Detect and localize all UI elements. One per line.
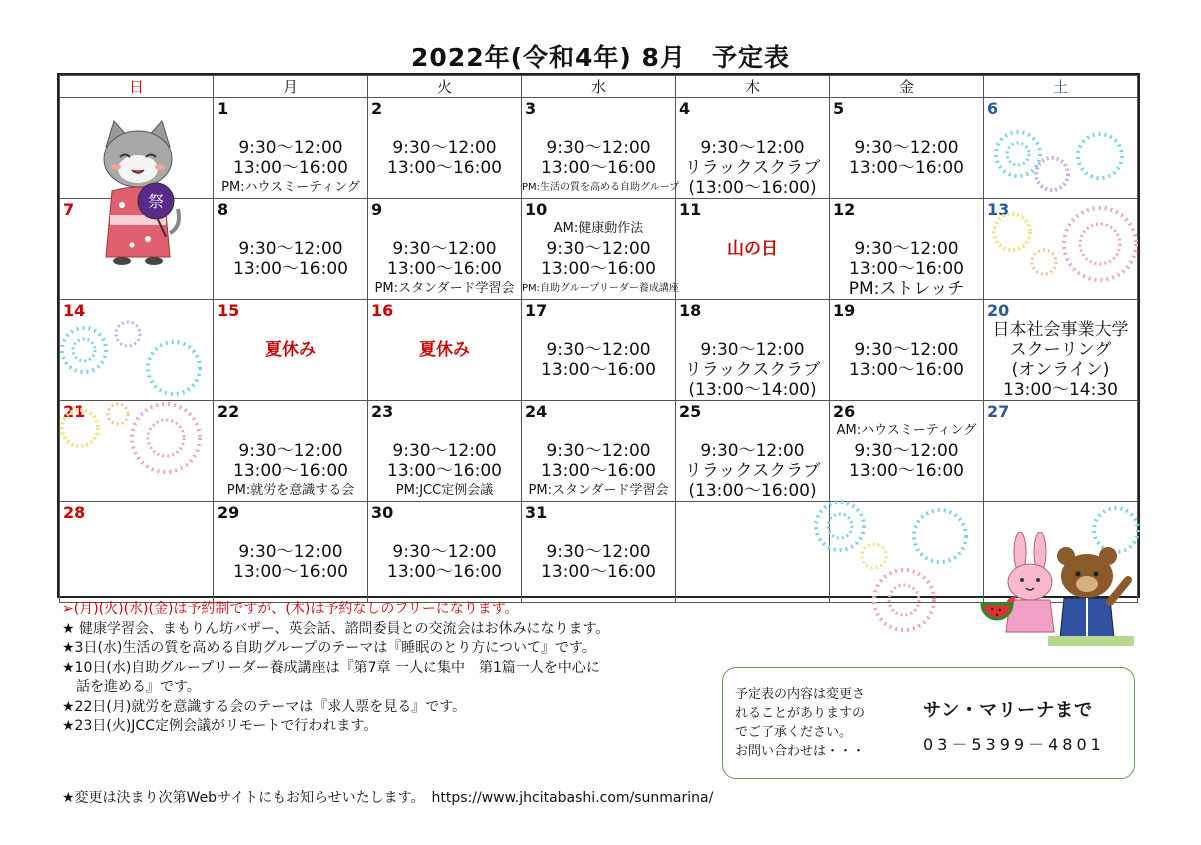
day-schedule [522,522,675,582]
schedule-line: 9:30～12:00 [392,542,497,562]
schedule-line: 13:00～16:00 [849,259,964,279]
calendar-day-cell [214,300,368,401]
day-number: 4 [679,99,691,118]
weekday-header: 木 [676,76,830,98]
day-schedule [830,421,983,481]
day-number: 26 [833,402,856,421]
schedule-line: 9:30～12:00 [700,340,805,360]
calendar-day-cell [830,98,984,199]
schedule-line: (13:00～14:00) [688,380,817,400]
day-number: 25 [679,402,702,421]
schedule-line: PM:自助グループリーダー養成講座 [522,283,679,294]
contact-notice [735,685,865,761]
schedule-line: 9:30～12:00 [238,138,343,158]
calendar-day-cell [522,300,676,401]
schedule-line: 9:30～12:00 [546,239,651,259]
day-number: 19 [833,301,856,320]
watermelon-icon [980,600,1014,626]
schedule-spacer [522,320,675,340]
day-schedule [676,320,829,400]
day-schedule [214,421,367,501]
contact-notice-line: 予定表の内容は変更さ [735,687,866,702]
schedule-line: 13:00～16:00 [387,461,502,481]
schedule-spacer [676,421,829,441]
schedule-line: 9:30～12:00 [392,239,497,259]
contact-notice-line: お問い合わせは・・・ [735,744,866,759]
day-number: 13 [987,200,1010,219]
day-schedule [984,320,1137,400]
schedule-line: スクーリング [1009,340,1112,360]
day-number: 3 [525,99,537,118]
schedule-line: 9:30～12:00 [700,441,805,461]
weekday-header: 土 [984,76,1138,98]
schedule-line: 13:00～16:00 [541,461,656,481]
day-schedule [676,118,829,198]
schedule-line: PM:スタンダード学習会 [528,483,669,498]
day-number: 18 [679,301,702,320]
schedule-line: 9:30～12:00 [854,340,959,360]
calendar-day-cell [60,502,214,603]
day-schedule [522,118,680,198]
schedule-line: AM:健康動作法 [553,221,644,236]
schedule-spacer [368,320,521,340]
schedule-line: 9:30～12:00 [854,138,959,158]
schedule-line: PM:ストレッチ [848,279,965,299]
calendar-day-cell [214,502,368,603]
schedule-spacer [830,219,983,239]
schedule-line: (オンライン) [1011,360,1110,380]
schedule-line: 13:00～16:00 [849,461,964,481]
schedule-line: PM:スタンダード学習会 [374,281,515,296]
svg-text:祭: 祭 [147,192,165,211]
schedule-line: 9:30～12:00 [546,542,651,562]
schedule-spacer [522,118,675,138]
schedule-line: PM:就労を意識する会 [226,483,355,498]
weekday-header: 日 [60,76,214,98]
schedule-line: 9:30～12:00 [700,138,805,158]
day-schedule [214,219,367,279]
cat-yukata-icon [92,115,184,267]
day-number: 1 [217,99,229,118]
schedule-spacer [676,219,829,239]
day-number: 31 [525,503,548,522]
calendar-day-cell [984,401,1138,502]
calendar-day-cell [214,401,368,502]
day-number: 2 [371,99,383,118]
calendar-day-cell [214,199,368,300]
day-number: 6 [987,99,999,118]
calendar-day-cell [522,502,676,603]
fireworks-icon [990,200,1138,286]
calendar-day-cell [368,300,522,401]
note-item: ★22日(月)就労を意識する会のテーマは『求人票を見る』です。 [62,698,467,715]
note-item: 話を進める』です。 [62,679,201,695]
schedule-line: 9:30～12:00 [546,138,651,158]
schedule-line: 9:30～12:00 [238,239,343,259]
schedule-line: 9:30～12:00 [238,441,343,461]
schedule-spacer [368,118,521,138]
calendar-day-cell [676,502,830,603]
schedule-line: 13:00～16:00 [387,158,502,178]
contact-notice-line: でご了承ください。 [735,725,853,740]
schedule-spacer [522,421,675,441]
notes-list [62,600,609,737]
calendar-day-cell [676,98,830,199]
schedule-line: 13:00～16:00 [233,259,348,279]
note-item: ★10日(水)自助グループリーダー養成講座は『第7章 一人に集中 第1篇一人を中心に [62,659,600,676]
day-schedule [214,118,367,198]
schedule-line: 13:00～16:00 [541,562,656,582]
day-schedule [368,118,521,178]
calendar-day-cell [984,300,1138,401]
fireworks-icon [58,400,208,478]
day-schedule [368,320,521,360]
day-number: 5 [833,99,845,118]
note-item: ➢(月)(火)(水)(金)は予約制ですが、(木)は予約なしのフリーになります。 [62,601,519,617]
note-item: ★ 健康学習会、まもりん坊バザー、英会話、諮問委員との交流会はお休みになります。 [62,620,610,637]
bear-icon [1048,542,1134,648]
calendar-day-cell [676,401,830,502]
day-schedule [214,522,367,582]
schedule-line: AM:ハウスミーティング [836,423,977,438]
calendar-day-cell [368,401,522,502]
calendar-day-cell [830,401,984,502]
weekday-header: 火 [368,76,522,98]
day-number: 29 [217,503,240,522]
day-schedule [368,522,521,582]
day-number: 30 [371,503,394,522]
schedule-line: PM:JCC定例会議 [395,483,494,498]
day-number: 14 [63,301,86,320]
calendar-week-row [60,98,1138,199]
schedule-spacer [676,118,829,138]
day-number: 7 [63,200,75,219]
schedule-line: (13:00～16:00) [688,178,817,198]
calendar-day-cell [676,300,830,401]
schedule-spacer [522,522,675,542]
day-number: 21 [63,402,86,421]
schedule-spacer [214,118,367,138]
calendar-day-cell [368,199,522,300]
calendar-day-cell [830,199,984,300]
day-number: 11 [679,200,702,219]
fireworks-icon [808,496,978,636]
schedule-spacer [214,219,367,239]
schedule-line: 13:00～16:00 [387,562,502,582]
footer-note: ★変更は決まり次第Webサイトにもお知らせいたします。 https://www.jhcitabashi.com/sunmarina/ [62,790,714,806]
day-number: 9 [371,200,383,219]
day-number: 24 [525,402,548,421]
calendar-day-cell [522,401,676,502]
schedule-line: 9:30～12:00 [546,340,651,360]
schedule-line: (13:00～16:00) [688,481,817,501]
day-schedule [522,219,679,299]
day-number: 28 [63,503,86,522]
contact-name: サン・マリーナまで [923,700,1094,721]
day-schedule [522,421,675,501]
note-item: ★3日(水)生活の質を高める自助グループのテーマは『睡眠のとり方について』です。 [62,640,596,656]
schedule-spacer [368,522,521,542]
schedule-line: 山の日 [727,239,778,259]
weekday-header: 月 [214,76,368,98]
schedule-line: 13:00～16:00 [233,562,348,582]
schedule-spacer [830,118,983,138]
calendar-week-row [60,300,1138,401]
schedule-line: 9:30～12:00 [546,441,651,461]
day-schedule [676,219,829,259]
calendar-day-cell [368,98,522,199]
schedule-spacer [368,219,521,239]
schedule-line: 13:00～16:00 [849,158,964,178]
day-number: 8 [217,200,229,219]
day-schedule [368,219,521,299]
schedule-line: 夏休み [265,340,316,360]
schedule-line: 9:30～12:00 [238,542,343,562]
calendar-day-cell [214,98,368,199]
schedule-line: リラックスクラブ [684,360,821,380]
calendar-day-cell [830,300,984,401]
day-schedule [830,118,983,178]
calendar-day-cell [522,199,679,300]
calendar-day-cell [368,502,522,603]
schedule-spacer [214,320,367,340]
calendar-week-row [60,401,1138,502]
day-number: 22 [217,402,240,421]
contact-notice-line: れることがありますの [735,706,866,721]
note-item: ★23日(火)JCC定例会議がリモートで行われます。 [62,718,378,734]
schedule-line: 9:30～12:00 [854,239,959,259]
fireworks-icon [58,318,208,398]
schedule-line: 13:00～14:30 [1003,380,1118,400]
schedule-line: 9:30～12:00 [392,441,497,461]
page-title: 2022年(令和4年) 8月 予定表 [411,43,790,72]
calendar-week-row [60,199,1138,300]
day-schedule [676,421,829,501]
schedule-line: PM:生活の質を高める自助グループ [522,182,680,193]
schedule-line: 夏休み [419,340,470,360]
schedule-spacer [676,320,829,340]
schedule-spacer [214,522,367,542]
day-number: 17 [525,301,548,320]
schedule-line: 13:00～16:00 [387,259,502,279]
schedule-line: 9:30～12:00 [392,138,497,158]
contact-box [722,667,1135,779]
schedule-line: 13:00～16:00 [541,158,656,178]
schedule-line: リラックスクラブ [684,158,821,178]
schedule-line: 13:00～16:00 [541,360,656,380]
day-schedule [522,320,675,380]
day-number: 15 [217,301,240,320]
weekday-header-row [60,76,1138,98]
schedule-line: 13:00～16:00 [233,158,348,178]
day-number: 12 [833,200,856,219]
day-number: 10 [525,200,548,219]
schedule-line: PM:ハウスミーティング [221,180,360,195]
schedule-line: 9:30～12:00 [854,441,959,461]
schedule-spacer [368,421,521,441]
weekday-header: 金 [830,76,984,98]
schedule-line: リラックスクラブ [684,461,821,481]
schedule-spacer [830,320,983,340]
day-number: 16 [371,301,394,320]
day-number: 20 [987,301,1010,320]
schedule-line: 13:00～16:00 [233,461,348,481]
schedule-line: 13:00～16:00 [849,360,964,380]
day-number: 27 [987,402,1010,421]
day-schedule [830,320,983,380]
schedule-spacer [214,421,367,441]
calendar-day-cell [676,199,830,300]
weekday-header: 水 [522,76,676,98]
day-number: 23 [371,402,394,421]
contact-phone: 03－5399－4801 [923,735,1105,754]
day-schedule [368,421,521,501]
day-schedule [830,219,983,299]
schedule-line: 日本社会事業大学 [992,320,1129,340]
fireworks-icon [990,128,1130,193]
day-schedule [214,320,367,360]
calendar-day-cell [522,98,680,199]
schedule-line: 13:00～16:00 [541,259,656,279]
